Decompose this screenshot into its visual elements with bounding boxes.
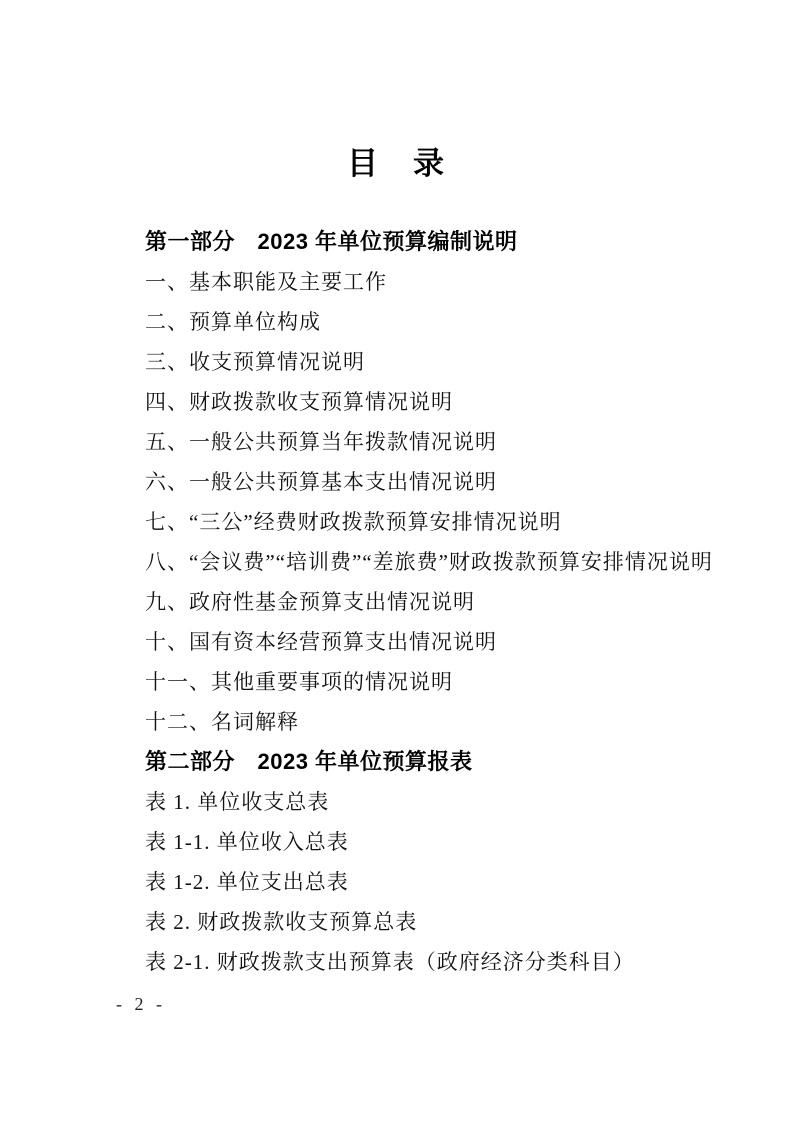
toc-item: 表 1-2. 单位支出总表 <box>145 870 349 894</box>
toc-item: 五、一般公共预算当年拨款情况说明 <box>145 430 497 454</box>
toc-item: 表 2-1. 财政拨款支出预算表（政府经济分类科目） <box>145 950 635 974</box>
toc-item: 二、预算单位构成 <box>145 310 321 334</box>
table-of-contents <box>145 222 753 982</box>
toc-item: 六、一般公共预算基本支出情况说明 <box>145 470 497 494</box>
toc-item: 表 1-1. 单位收入总表 <box>145 830 349 854</box>
toc-item: 八、“会议费”“培训费”“差旅费”财政拨款预算安排情况说明 <box>145 550 713 574</box>
toc-item: 一、基本职能及主要工作 <box>145 270 387 294</box>
toc-item: 十一、其他重要事项的情况说明 <box>145 670 453 694</box>
toc-item: 四、财政拨款收支预算情况说明 <box>145 390 453 414</box>
toc-item: 三、收支预算情况说明 <box>145 350 365 374</box>
page-title: 目 录 <box>347 146 446 181</box>
toc-item: 表 2. 财政拨款收支预算总表 <box>145 910 418 934</box>
toc-item: 表 1. 单位收支总表 <box>145 790 330 814</box>
page-number: - 2 - <box>116 994 166 1014</box>
toc-section-heading: 第二部分 2023 年单位预算报表 <box>145 749 473 774</box>
toc-item: 十、国有资本经营预算支出情况说明 <box>145 630 497 654</box>
toc-section-heading: 第一部分 2023 年单位预算编制说明 <box>145 229 518 254</box>
toc-item: 七、“三公”经费财政拨款预算安排情况说明 <box>145 510 562 534</box>
toc-item: 九、政府性基金预算支出情况说明 <box>145 590 475 614</box>
toc-item: 十二、名词解释 <box>145 710 299 734</box>
